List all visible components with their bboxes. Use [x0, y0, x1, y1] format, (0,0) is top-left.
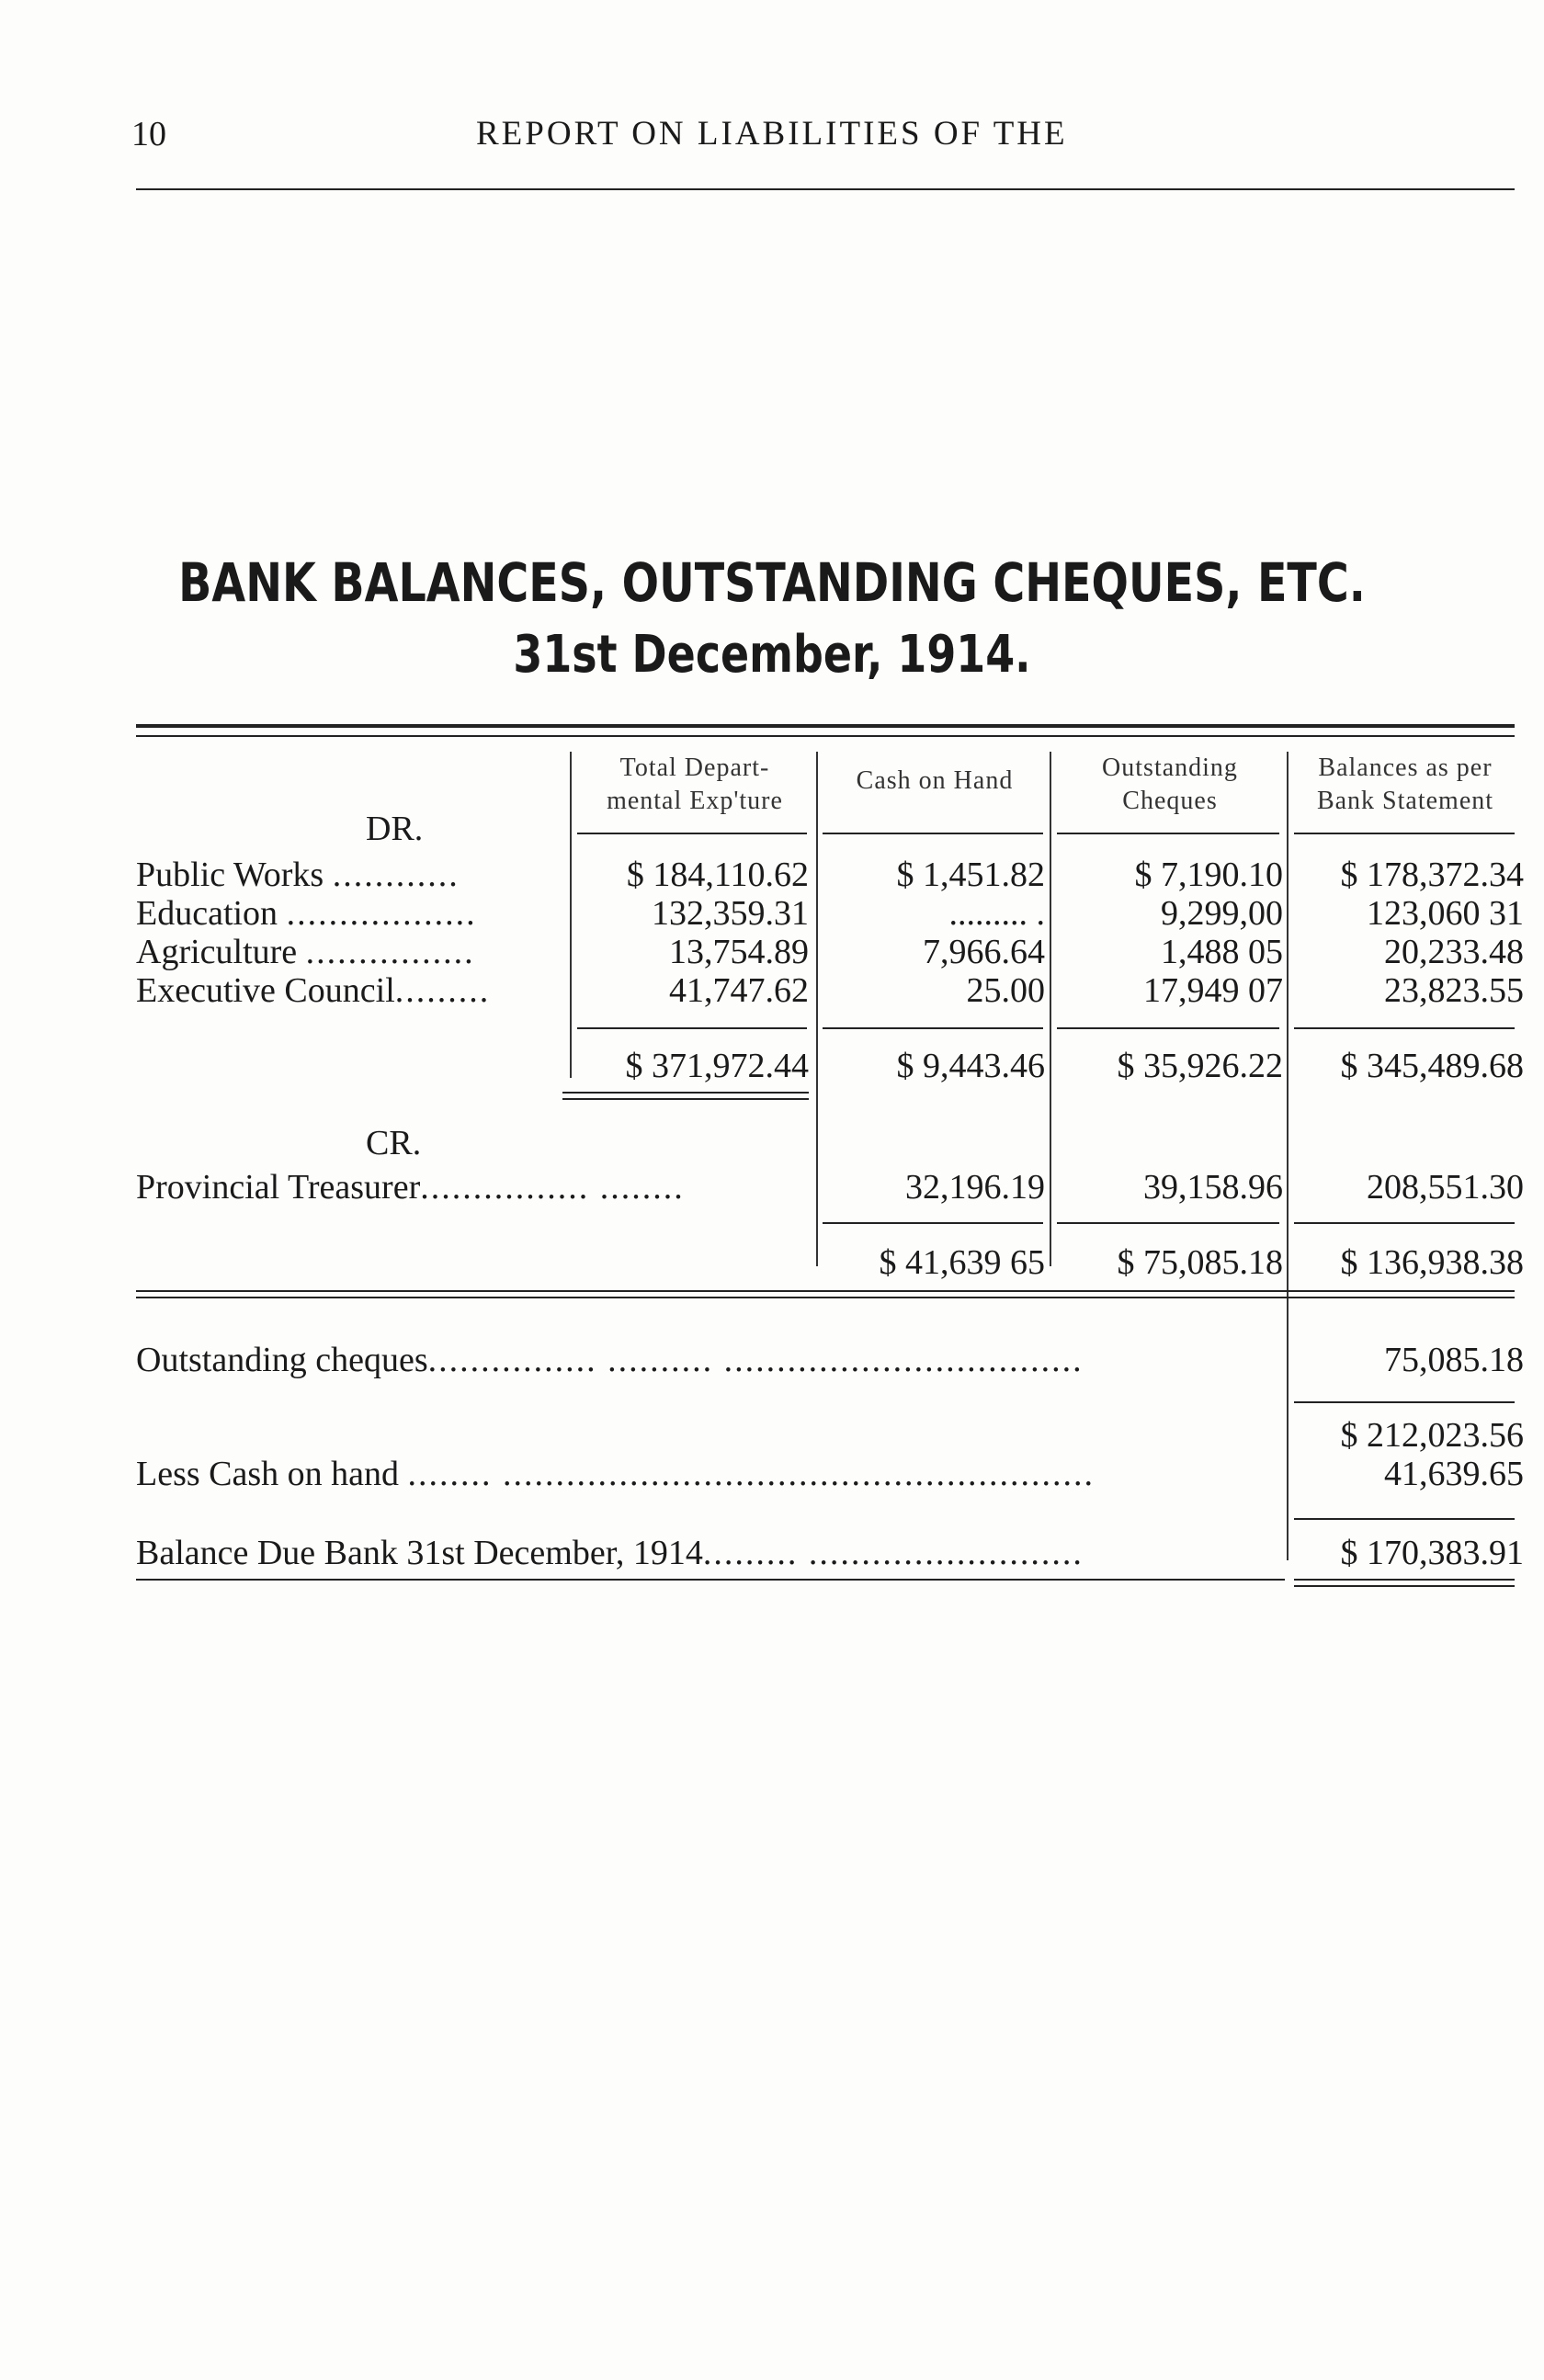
- cell-cash-on-hand: $ 1,451.82: [896, 856, 1045, 894]
- header-underline: [1057, 833, 1279, 834]
- summary-rule: [1294, 1518, 1515, 1520]
- cell-bank-statement: 23,823.55: [1384, 971, 1524, 1010]
- row-label: Provincial Treasurer................ ........: [136, 1168, 685, 1207]
- header-underline: [823, 833, 1043, 834]
- cell-total-departmental: 132,359.31: [652, 894, 809, 933]
- subtotal-rule: [823, 1027, 1043, 1029]
- total-double-rule: [562, 1092, 809, 1094]
- outstanding-cheques-label: Outstanding cheques................ .......... ..................................: [136, 1341, 1084, 1379]
- cell-bank-statement: $ 178,372.34: [1340, 856, 1524, 894]
- less-cash-label: Less Cash on hand ........ ........................................................: [136, 1455, 1096, 1493]
- cell-outstanding-cheques: 9,299,00: [1161, 894, 1283, 933]
- cell-cash-on-hand: 7,966.64: [923, 933, 1045, 971]
- total-bank-statement: $ 136,938.38: [1340, 1243, 1524, 1282]
- balance-double-rule: [1294, 1585, 1515, 1587]
- balance-due-value: $ 170,383.91: [1340, 1534, 1524, 1572]
- row-label: Public Works ............: [136, 856, 460, 894]
- total-departmental: $ 371,972.44: [625, 1047, 809, 1085]
- subtotal-rule: [1294, 1222, 1515, 1224]
- total-bank-statement: $ 345,489.68: [1340, 1047, 1524, 1085]
- row-label: Executive Council.........: [136, 971, 491, 1010]
- table-bottom-rule: [136, 1290, 1515, 1292]
- total-cash-on-hand: $ 41,639 65: [879, 1243, 1045, 1282]
- row-label: Agriculture ................: [136, 933, 475, 971]
- cr-label: CR.: [366, 1124, 422, 1162]
- cell-outstanding-cheques: $ 7,190.10: [1134, 856, 1283, 894]
- balance-rule: [136, 1579, 1285, 1581]
- cell-bank-statement: 123,060 31: [1367, 894, 1524, 933]
- cell-cash-on-hand: 25.00: [966, 971, 1045, 1010]
- cell-outstanding-cheques: 1,488 05: [1161, 933, 1283, 971]
- column-divider: [816, 752, 818, 1266]
- less-cash-value: 41,639.65: [1384, 1455, 1524, 1493]
- cell-outstanding-cheques: 39,158.96: [1143, 1168, 1283, 1207]
- cell-bank-statement: 208,551.30: [1367, 1168, 1524, 1207]
- dr-label: DR.: [366, 810, 424, 848]
- report-title: BANK BALANCES, OUTSTANDING CHEQUES, ETC.: [178, 551, 1366, 614]
- total-double-rule: [562, 1098, 809, 1100]
- column-divider: [570, 752, 572, 1078]
- running-title: REPORT ON LIABILITIES OF THE: [476, 115, 1068, 153]
- cell-total-departmental: $ 184,110.62: [626, 856, 809, 894]
- summary-rule: [1294, 1401, 1515, 1403]
- cell-cash-on-hand: ......... .: [948, 894, 1045, 933]
- cell-bank-statement: 20,233.48: [1384, 933, 1524, 971]
- cell-cash-on-hand: 32,196.19: [905, 1168, 1045, 1207]
- subtotal-rule: [823, 1222, 1043, 1224]
- cell-total-departmental: 41,747.62: [669, 971, 809, 1010]
- column-divider: [1287, 752, 1289, 1560]
- total-outstanding-cheques: $ 75,085.18: [1117, 1243, 1283, 1282]
- column-header-outstanding-cheques: Outstanding Cheques: [1102, 754, 1238, 815]
- subtotal-rule: [1294, 1027, 1515, 1029]
- row-label: Education ..................: [136, 894, 477, 933]
- column-header-bank-statement: Balances as per Bank Statement: [1316, 754, 1494, 815]
- subtotal-value: $ 212,023.56: [1340, 1416, 1524, 1455]
- outstanding-cheques-value: 75,085.18: [1384, 1341, 1524, 1379]
- balance-due-label: Balance Due Bank 31st December, 1914......... ..........................: [136, 1534, 1084, 1572]
- page-number: 10: [131, 115, 166, 153]
- total-cash-on-hand: $ 9,443.46: [896, 1047, 1045, 1085]
- cell-total-departmental: 13,754.89: [669, 933, 809, 971]
- subtotal-rule: [1057, 1222, 1279, 1224]
- balance-double-rule: [1294, 1579, 1515, 1581]
- table-top-rule-thin: [136, 735, 1515, 737]
- report-date: 31st December, 1914.: [513, 625, 1031, 685]
- cell-outstanding-cheques: 17,949 07: [1143, 971, 1283, 1010]
- table-bottom-rule: [136, 1297, 1515, 1298]
- column-header-cash-on-hand: Cash on Hand: [856, 766, 1014, 795]
- subtotal-rule: [1057, 1027, 1279, 1029]
- header-underline: [1294, 833, 1515, 834]
- total-outstanding-cheques: $ 35,926.22: [1117, 1047, 1283, 1085]
- subtotal-rule: [577, 1027, 807, 1029]
- column-header-total-departmental: Total Depart- mental Exp'ture: [607, 754, 783, 815]
- header-underline: [577, 833, 807, 834]
- table-top-rule: [136, 724, 1515, 728]
- header-rule: [136, 188, 1515, 190]
- column-divider: [1050, 752, 1051, 1266]
